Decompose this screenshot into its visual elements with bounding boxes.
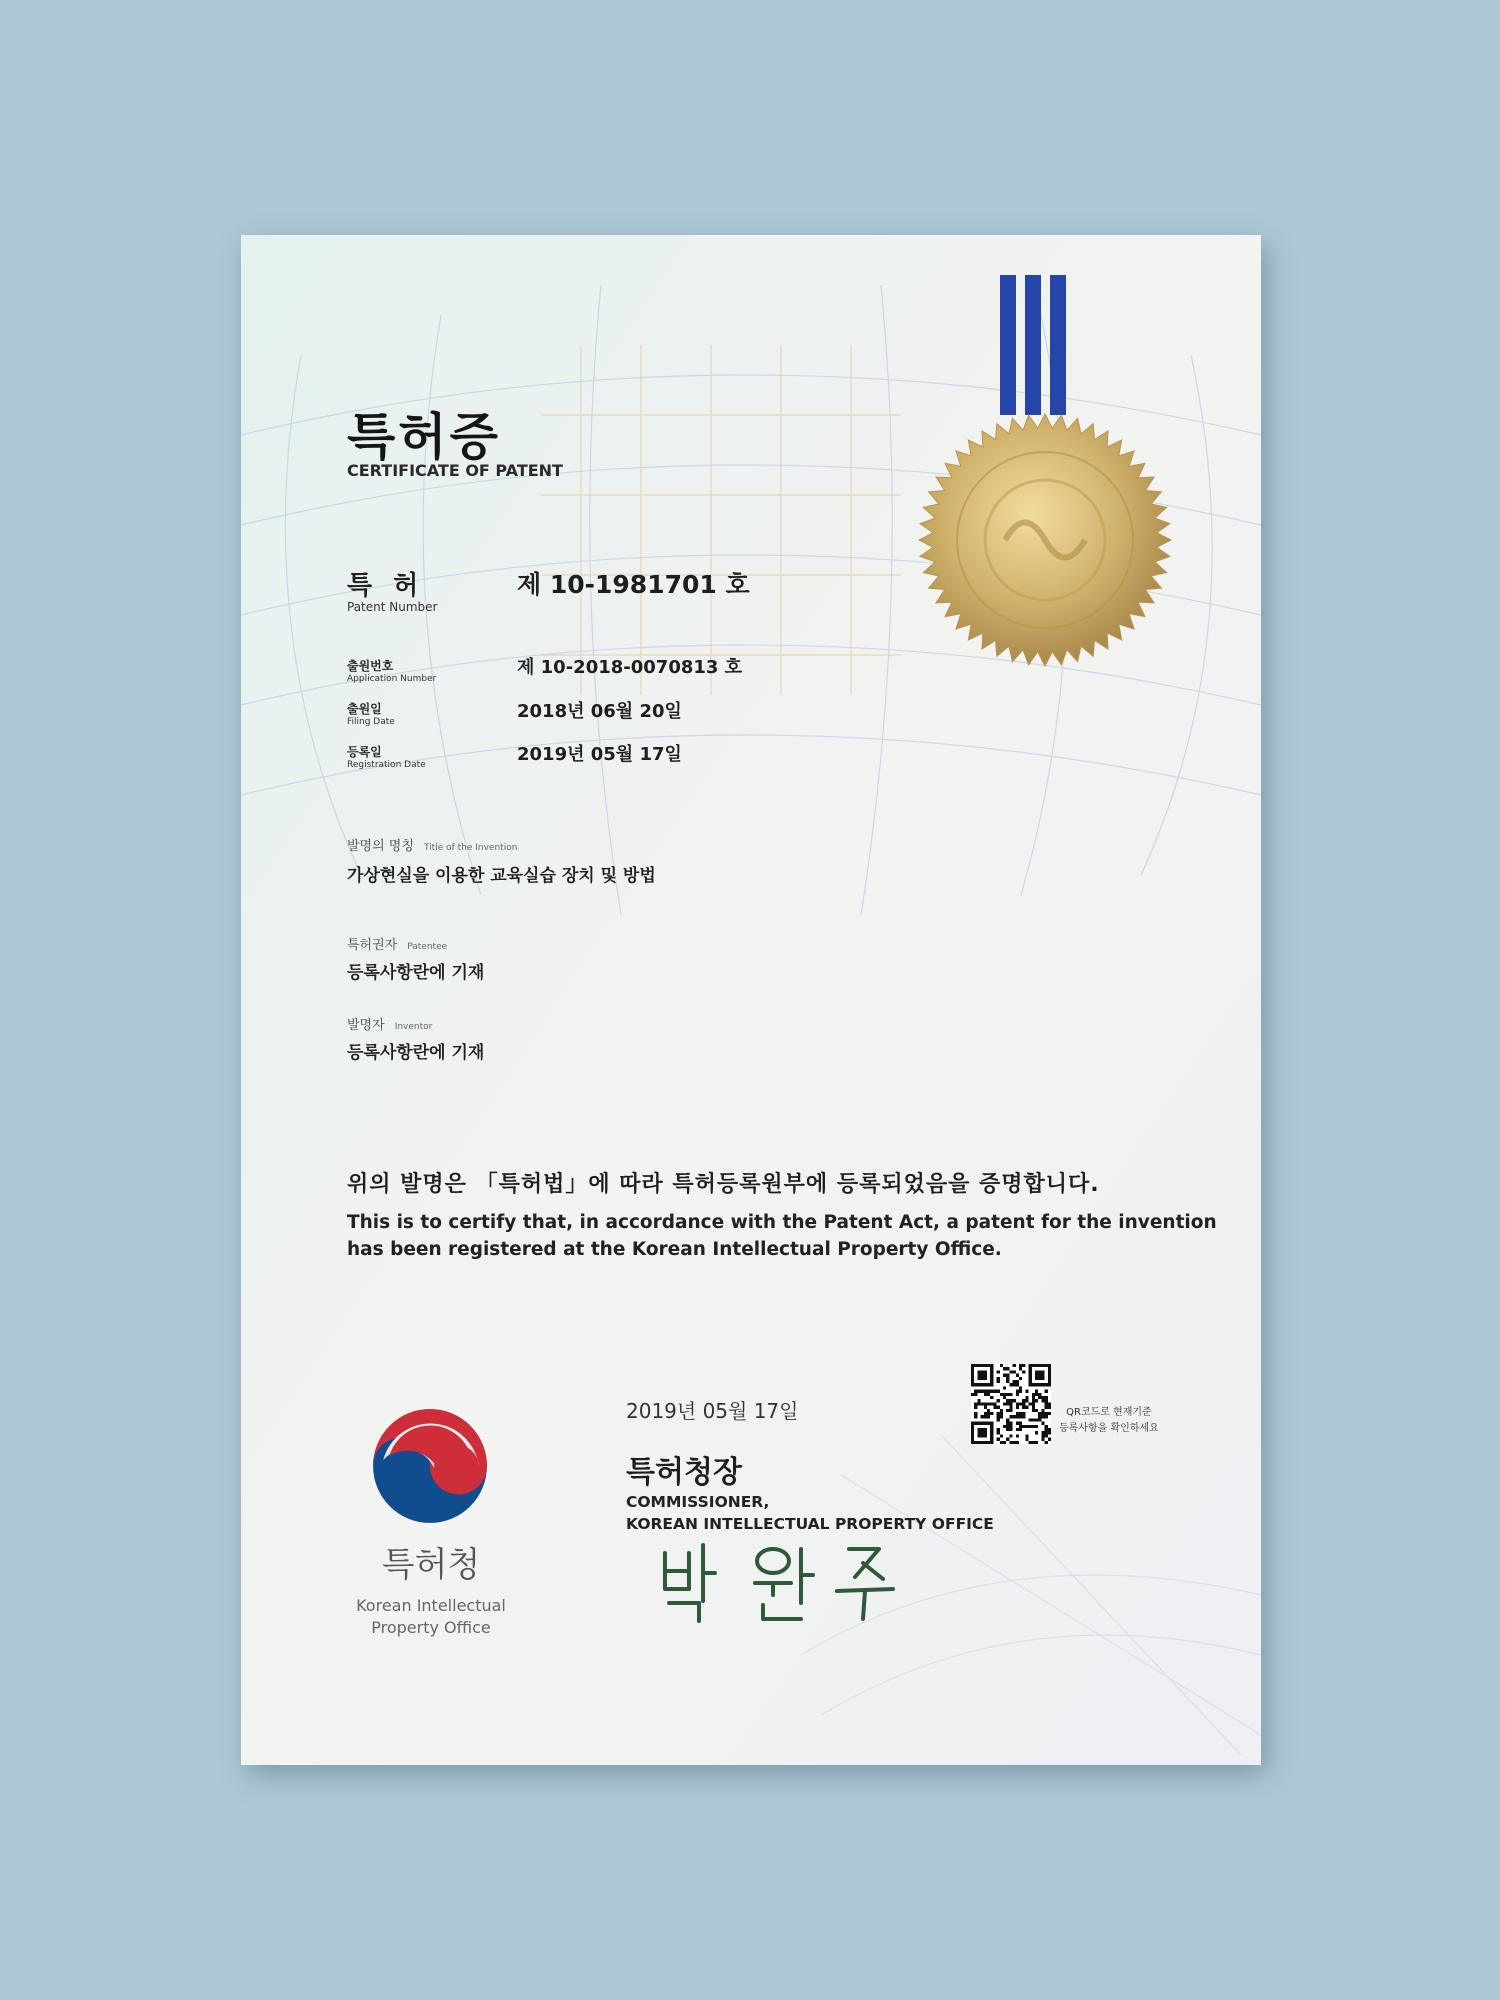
qr-code-icon: [971, 1364, 1051, 1444]
patentee-label-korean: 특허권자: [347, 938, 398, 953]
inventor-label-korean: 발명자: [347, 1018, 385, 1033]
commissioner-title-korean: 특허청장: [626, 1455, 742, 1490]
qr-note: [1059, 1405, 1159, 1437]
filing-date-label-english: Filing Date: [347, 717, 395, 727]
office-logo-english: [341, 1595, 521, 1639]
filing-date-label-korean: 출원일: [347, 702, 382, 716]
office-logo-korean: 특허청: [381, 1545, 481, 1585]
certificate-paper: [241, 235, 1261, 1765]
commissioner-title-english-line-2: KOREAN INTELLECTUAL PROPERTY OFFICE: [626, 1515, 994, 1533]
application-number-label-korean: 출원번호: [347, 659, 394, 673]
certification-statement-english: [347, 1209, 1217, 1263]
kipo-emblem-icon: [369, 1405, 491, 1527]
filing-date-value: 2018년 06월 20일: [517, 701, 682, 722]
patent-number-label-korean: 특 허: [347, 571, 425, 601]
certification-statement-english-line-2: has been registered at the Korean Intellectual Property Office.: [347, 1239, 1002, 1260]
invention-title-value: 가상현실을 이용한 교육실습 장치 및 방법: [347, 866, 656, 886]
ribbon-icon: [1050, 275, 1066, 415]
commissioner-title-english-line-1: COMMISSIONER,: [626, 1493, 770, 1511]
registration-date-label-english: Registration Date: [347, 760, 426, 770]
certification-statement-korean: 위의 발명은 「특허법」에 따라 특허등록원부에 등록되었음을 증명합니다.: [347, 1172, 1100, 1197]
office-logo-english-line-2: Property Office: [371, 1618, 491, 1637]
patentee-label-english: Patentee: [407, 942, 448, 952]
inventor-value: 등록사항란에 기재: [347, 1043, 485, 1063]
commissioner-title-english: [626, 1491, 994, 1535]
inventor-label-english: Inventor: [394, 1022, 433, 1032]
certificate-title-english: CERTIFICATE OF PATENT: [347, 461, 563, 480]
qr-note-line-2: 등록사항을 확인하세요: [1059, 1423, 1159, 1434]
issue-date: 2019년 05월 17일: [626, 1399, 799, 1423]
office-logo-english-line-1: Korean Intellectual: [356, 1596, 506, 1615]
qr-note-line-1: QR코드로 현재기준: [1066, 1407, 1152, 1418]
application-number-label-english: Application Number: [347, 674, 437, 684]
registration-date-label-korean: 등록일: [347, 745, 382, 759]
signature-image: [651, 1535, 911, 1625]
certification-statement-english-line-1: This is to certify that, in accordance with the Patent Act, a patent for the invention: [347, 1212, 1217, 1233]
patentee-label: [347, 934, 447, 953]
certificate-title-korean: 특허증: [347, 408, 501, 466]
application-number-value: 제 10-2018-0070813 호: [517, 657, 743, 678]
invention-title-label-english: Title of the Invention: [423, 843, 518, 853]
gold-seal-icon: [915, 410, 1175, 670]
patentee-value: 등록사항란에 기재: [347, 963, 485, 983]
patent-number-value: 제 10-1981701 호: [517, 570, 750, 599]
registration-date-value: 2019년 05월 17일: [517, 744, 682, 765]
invention-title-label: [347, 835, 517, 854]
patent-number-label-english: Patent Number: [347, 600, 438, 614]
inventor-label: [347, 1014, 432, 1033]
invention-title-label-korean: 발명의 명칭: [347, 839, 414, 854]
ribbon-icon: [1000, 275, 1016, 415]
ribbon-icon: [1025, 275, 1041, 415]
